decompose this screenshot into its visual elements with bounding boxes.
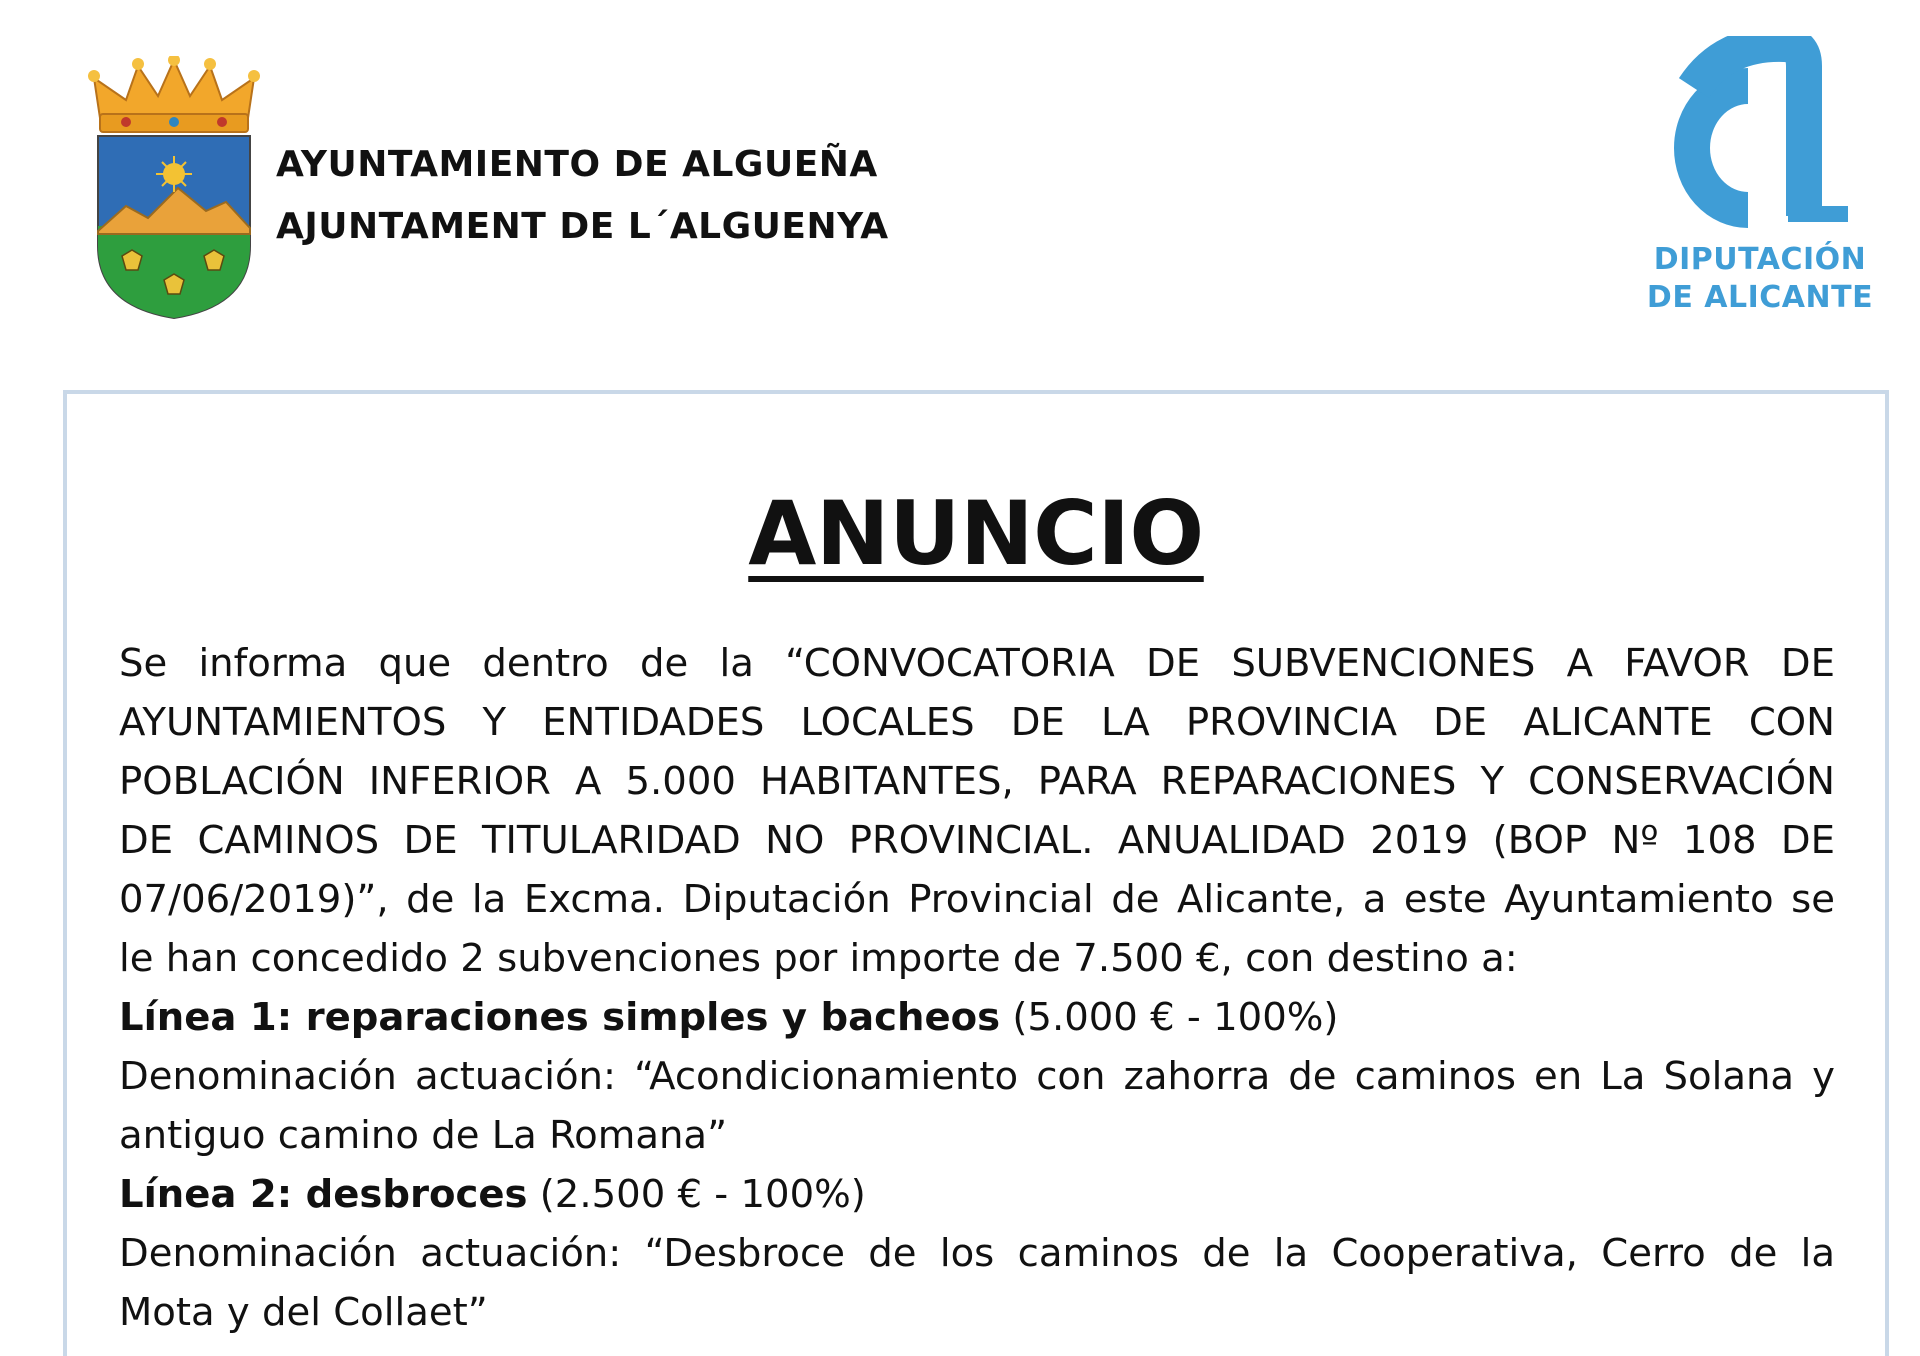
line1-description [119, 1047, 1835, 1165]
intro-line: DE CAMINOS DE TITULARIDAD NO PROVINCIAL. ANUALIDAD 2019 (BOP Nº 108 DE [119, 818, 1835, 863]
intro-line: POBLACIÓN INFERIOR A 5.000 HABITANTES, PARA REPARACIONES Y CONSERVACIÓN [119, 759, 1835, 804]
diputacion-line1: DIPUTACIÓN [1653, 242, 1867, 277]
municipality-header [276, 134, 889, 258]
notice-body [119, 634, 1835, 1342]
line1-label: Línea 1: reparaciones simples y bacheos [119, 995, 1001, 1040]
intro-line: 07/06/2019)”, de la Excma. Diputación Provincial de Alicante, a este Ayuntamiento se [119, 877, 1835, 922]
diputacion-logo [1638, 36, 1882, 326]
line2-heading [119, 1165, 1835, 1224]
intro-paragraph [119, 634, 1835, 988]
coat-of-arms-icon [86, 56, 262, 320]
line1-heading [119, 988, 1835, 1047]
intro-line: le han concedido 2 subvenciones por importe de 7.500 €, con destino a: [119, 936, 1518, 981]
line1-desc-line: antiguo camino de La Romana” [119, 1113, 728, 1158]
line1-amount: (5.000 € - 100%) [1000, 995, 1339, 1040]
line2-description [119, 1224, 1835, 1342]
notice-box [63, 390, 1889, 1356]
line2-amount: (2.500 € - 100%) [527, 1172, 866, 1217]
intro-line: Se informa que dentro de la “CONVOCATORIA DE SUBVENCIONES A FAVOR DE [119, 641, 1835, 686]
municipality-name-valencian: AJUNTAMENT DE L´ALGUENYA [276, 206, 889, 247]
line2-label: Línea 2: desbroces [119, 1172, 528, 1217]
intro-line: AYUNTAMIENTOS Y ENTIDADES LOCALES DE LA PROVINCIA DE ALICANTE CON [119, 700, 1835, 745]
line2-desc-line: Denominación actuación: “Desbroce de los caminos de la Cooperativa, Cerro de la [119, 1231, 1835, 1276]
municipality-name-spanish: AYUNTAMIENTO DE ALGUEÑA [276, 144, 878, 185]
line2-desc-line: Mota y del Collaet” [119, 1290, 488, 1335]
diputacion-line2: DE ALICANTE [1646, 280, 1874, 315]
diputacion-a-icon [1654, 36, 1866, 236]
diputacion-name [1638, 241, 1882, 317]
notice-title: ANUNCIO [748, 482, 1204, 585]
line1-desc-line: Denominación actuación: “Acondicionamiento con zahorra de caminos en La Solana y [119, 1054, 1835, 1099]
